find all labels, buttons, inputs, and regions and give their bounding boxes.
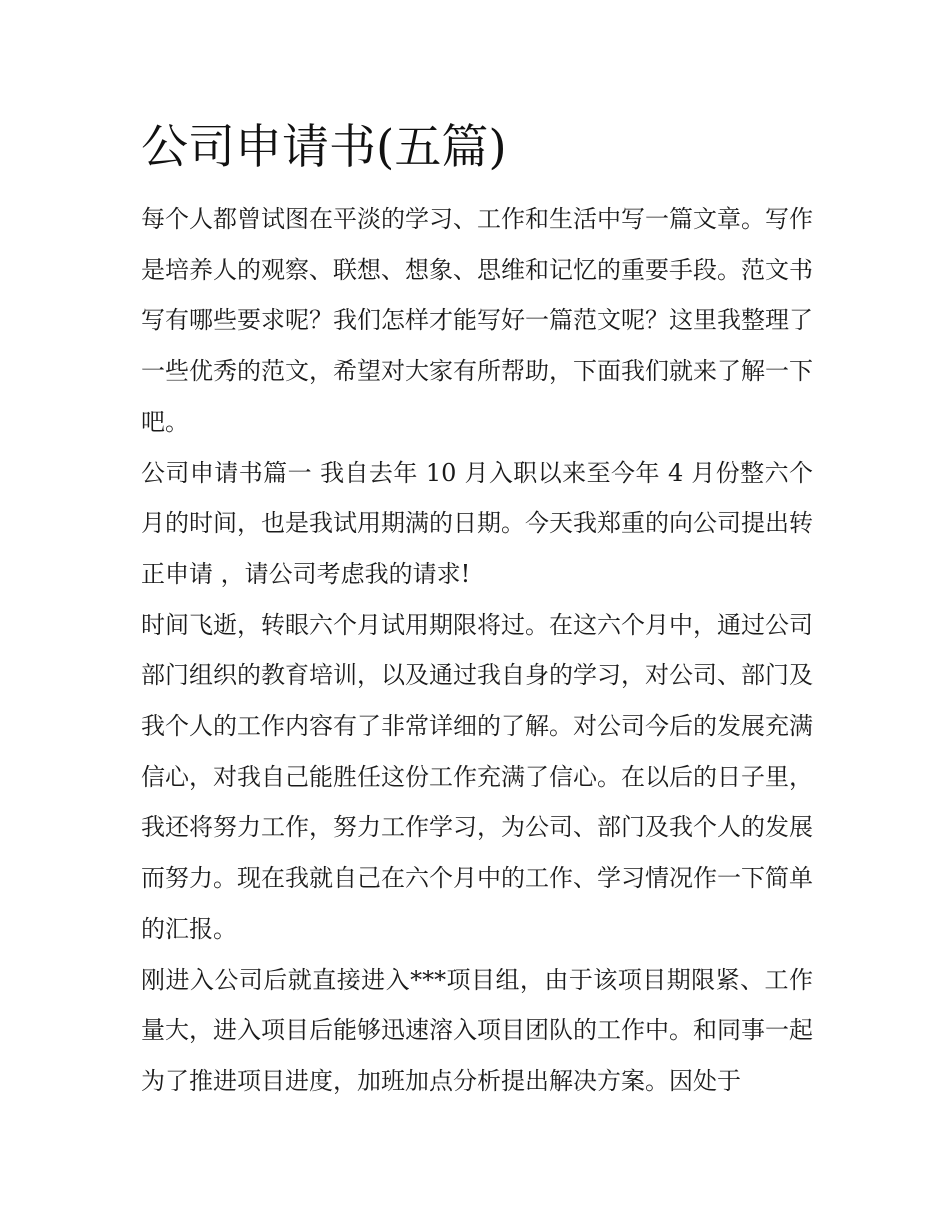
intro-paragraph: 每个人都曾试图在平淡的学习、工作和生活中写一篇文章。写作是培养人的观察、联想、想象、思维和记忆的重要手段。范文书写有哪些要求呢？我们怎样才能写好一篇范文呢？这里我整理了一些优秀的范文，希望对大家有所帮助，下面我们就来了解一下吧。: [141, 205, 813, 436]
document-body: [141, 116, 813, 1107]
paragraph-project-work: 刚进入公司后就直接进入***项目组，由于该项目期限紧、工作量大，进入项目后能够迅速溶入项目团队的工作中。和同事一起为了推进项目进度，加班加点分析提出解决方案。因处于: [141, 965, 813, 1095]
paragraph-probation-summary: 时间飞逝，转眼六个月试用期限将过。在这六个月中，通过公司部门组织的教育培训，以及通过我自身的学习，对公司、部门及我个人的工作内容有了非常详细的了解。对公司今后的发展充满信心，对我自己能胜任这份工作充满了信心。在以后的日子里，我还将努力工作，努力工作学习，为公司、部门及我个人的发展而努力。现在我就自己在六个月中的工作、学习情况作一下简单的汇报。: [141, 610, 813, 943]
document-title: 公司申请书(五篇): [141, 120, 507, 175]
paragraph-application-opening: 公司申请书篇一 我自去年 10 月入职以来至今年 4 月份整六个月的时间，也是我试用期满的日期。今天我郑重的向公司提出转正申请 ，请公司考虑我的请求!: [141, 458, 813, 588]
